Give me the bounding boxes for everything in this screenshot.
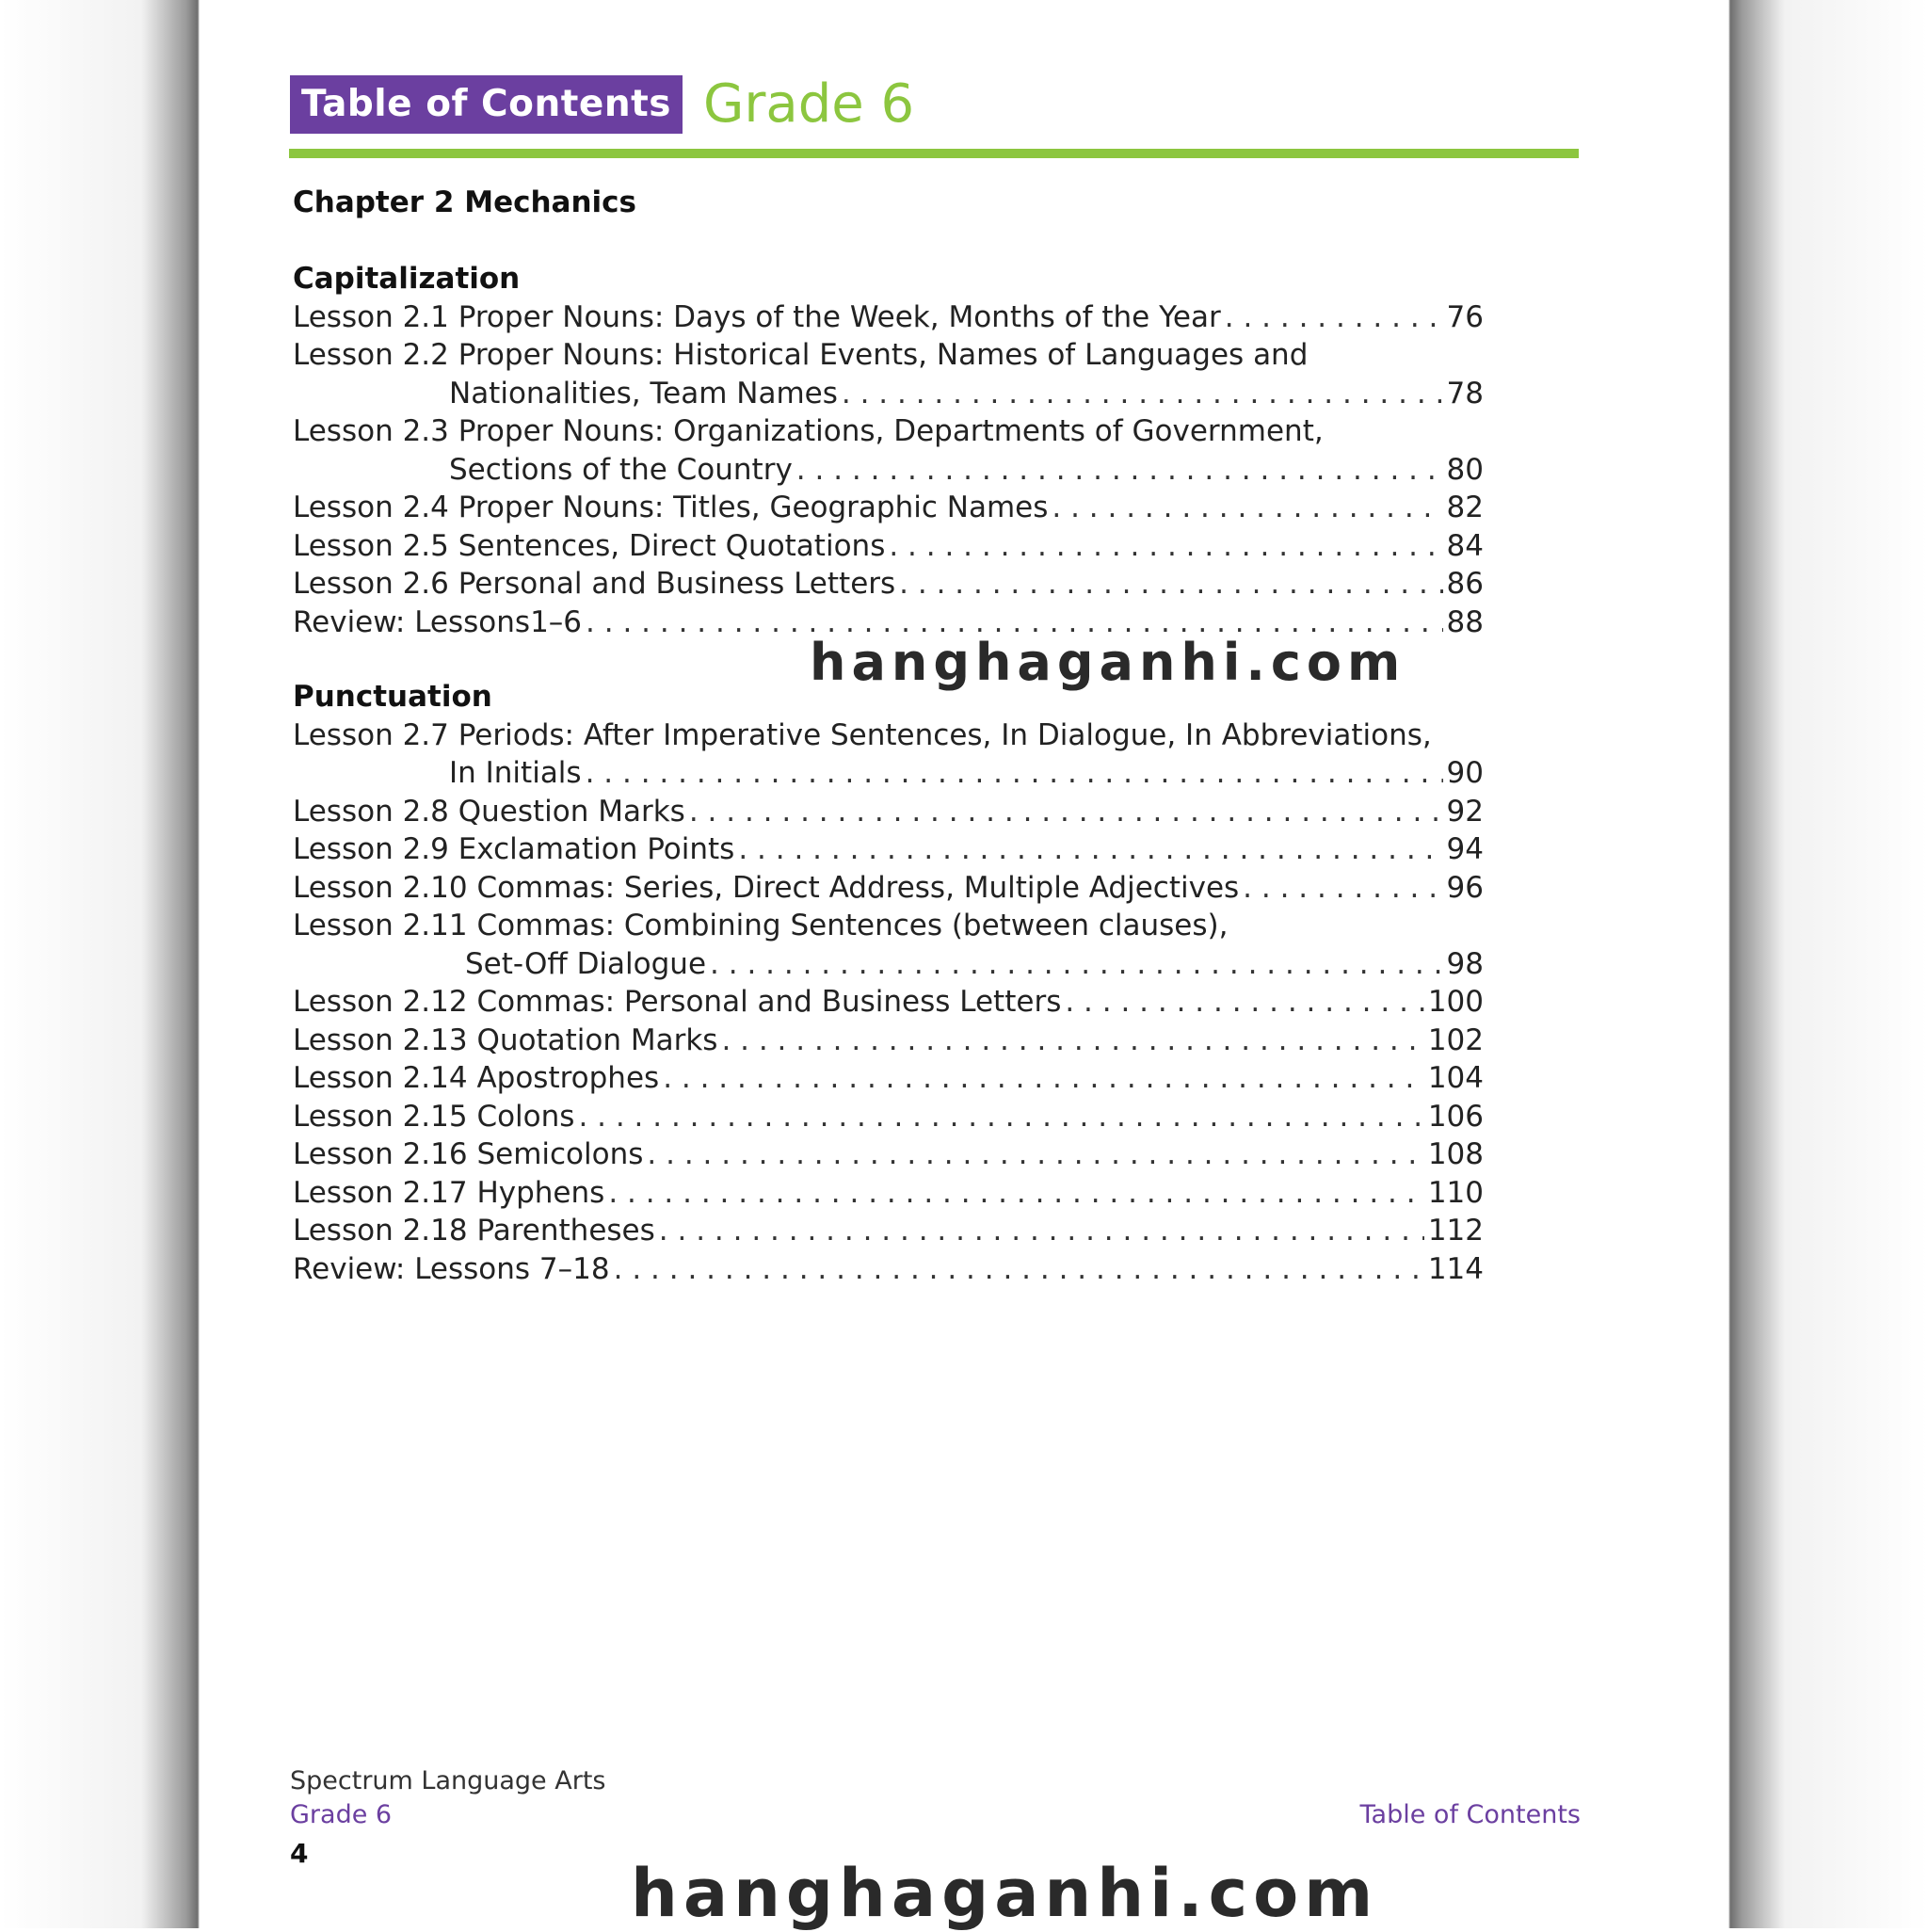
- page-shadow-left: [0, 0, 200, 1928]
- page-footer-left: [290, 1766, 605, 1869]
- entry-text: Lesson 2.9 Exclamation Points: [293, 832, 735, 866]
- page-number: 96: [1446, 870, 1484, 905]
- section-heading: Capitalization: [293, 262, 521, 296]
- dot-leader: [586, 754, 1443, 793]
- entry-text: Lesson 2.18 Parentheses: [293, 1214, 655, 1248]
- page-shadow-right: [1728, 0, 1928, 1928]
- toc-entry[interactable]: [293, 869, 1484, 908]
- toc-entry[interactable]: [293, 565, 1484, 604]
- toc-entry-continuation[interactable]: [293, 754, 1484, 793]
- page-number: 106: [1427, 1099, 1484, 1134]
- toc-entry[interactable]: [293, 412, 1484, 451]
- toc-entry[interactable]: [293, 1059, 1484, 1098]
- entry-text: Lesson 2.16 Semicolons: [293, 1137, 644, 1171]
- toc-entry-continuation[interactable]: [293, 451, 1484, 490]
- entry-text: Set-Off Dialogue: [465, 946, 707, 981]
- page-number: 90: [1446, 756, 1484, 790]
- entry-text: Lesson 2.15 Colons: [293, 1099, 575, 1134]
- entry-text: Lesson 2.17 Hyphens: [293, 1175, 605, 1210]
- dot-leader: [710, 945, 1443, 984]
- entry-text: Lesson 2.11 Commas: Combining Sentences (between clauses),: [293, 909, 1229, 942]
- dot-leader: [689, 793, 1443, 831]
- toc-entry[interactable]: [293, 793, 1484, 831]
- dot-leader: [647, 1135, 1423, 1174]
- page-number: 112: [1427, 1214, 1484, 1248]
- section-heading: Punctuation: [293, 680, 492, 714]
- page-number: 86: [1446, 567, 1484, 601]
- toc-entry-review[interactable]: [293, 1250, 1484, 1289]
- dot-leader: [663, 1059, 1424, 1098]
- entry-text: Review: Lessons1–6: [293, 604, 583, 639]
- dot-leader: [899, 565, 1442, 604]
- dot-leader: [1243, 869, 1442, 908]
- entry-text: Lesson 2.2 Proper Nouns: Historical Events, Names of Languages and: [293, 338, 1309, 372]
- toc-entry[interactable]: [293, 716, 1484, 755]
- entry-text: Lesson 2.3 Proper Nouns: Organizations, Departments of Government,: [293, 414, 1324, 448]
- toc-entry[interactable]: [293, 907, 1484, 945]
- toc-entry[interactable]: [293, 830, 1484, 869]
- page-number-footer: 4: [290, 1838, 309, 1869]
- entry-text: Lesson 2.10 Commas: Series, Direct Address, Multiple Adjectives: [293, 870, 1240, 905]
- page-number: 108: [1427, 1137, 1484, 1171]
- dot-leader: [738, 830, 1442, 869]
- toc-entry[interactable]: [293, 983, 1484, 1022]
- watermark-text-bottom: hanghaganhi.com: [631, 1855, 1379, 1932]
- toc-entry[interactable]: [293, 527, 1484, 566]
- dot-leader: [659, 1212, 1424, 1250]
- entry-text: Lesson 2.13 Quotation Marks: [293, 1022, 718, 1057]
- entry-text: Lesson 2.8 Question Marks: [293, 794, 685, 829]
- footer-grade: Grade 6: [290, 1800, 393, 1829]
- page-number: 82: [1446, 491, 1484, 524]
- page-number: 98: [1446, 946, 1484, 981]
- dot-leader: [614, 1250, 1424, 1289]
- dot-leader: [721, 1022, 1423, 1060]
- page-number: 94: [1446, 832, 1484, 866]
- page-number: 92: [1446, 794, 1484, 829]
- dot-leader: [1065, 983, 1423, 1022]
- toc-section-punctuation: [293, 678, 1484, 1288]
- toc-entry[interactable]: [293, 1174, 1484, 1213]
- toc-entry[interactable]: [293, 1098, 1484, 1136]
- chapter-title: Chapter 2 Mechanics: [293, 185, 636, 219]
- page-header: [290, 75, 914, 134]
- page-number: 110: [1427, 1175, 1484, 1210]
- entry-text: Lesson 2.1 Proper Nouns: Days of the Week, Months of the Year: [293, 299, 1221, 334]
- dot-leader: [1225, 298, 1443, 337]
- dot-leader: [608, 1174, 1424, 1213]
- page-number: 84: [1446, 528, 1484, 563]
- entry-text: Sections of the Country: [449, 452, 793, 487]
- toc-entry[interactable]: [293, 1212, 1484, 1250]
- entry-text: Lesson 2.4 Proper Nouns: Titles, Geographic Names: [293, 491, 1049, 524]
- dot-leader: [842, 375, 1443, 413]
- entry-text: Lesson 2.6 Personal and Business Letters: [293, 567, 896, 601]
- footer-section-label: Table of Contents: [1359, 1800, 1581, 1829]
- toc-entry[interactable]: [293, 489, 1484, 527]
- page-number: 78: [1446, 376, 1484, 411]
- toc-entry-continuation[interactable]: [293, 945, 1484, 984]
- page-number: 76: [1446, 299, 1484, 334]
- entry-text: Nationalities, Team Names: [449, 376, 838, 411]
- entry-text: Review: Lessons 7–18: [293, 1251, 610, 1286]
- document-page: [200, 0, 1728, 1928]
- toc-entry[interactable]: [293, 298, 1484, 337]
- page-number: 100: [1427, 985, 1484, 1019]
- dot-leader: [889, 527, 1442, 566]
- page-number: 104: [1427, 1061, 1484, 1095]
- entry-text: Lesson 2.12 Commas: Personal and Business Letters: [293, 985, 1062, 1019]
- entry-text: Lesson 2.14 Apostrophes: [293, 1061, 660, 1095]
- header-rule: [289, 149, 1579, 158]
- toc-entry[interactable]: [293, 336, 1484, 375]
- toc-section-capitalization: [293, 260, 1484, 641]
- entry-text: In Initials: [449, 756, 582, 790]
- grade-title: Grade 6: [702, 73, 915, 135]
- page-number: 102: [1427, 1022, 1484, 1057]
- toc-entry[interactable]: [293, 1022, 1484, 1060]
- page-number: 88: [1446, 604, 1484, 639]
- dot-leader: [1052, 489, 1442, 527]
- toc-entry-continuation[interactable]: [293, 375, 1484, 413]
- toc-entry[interactable]: [293, 1135, 1484, 1174]
- entry-text: Lesson 2.5 Sentences, Direct Quotations: [293, 528, 886, 563]
- book-title: Spectrum Language Arts: [290, 1766, 606, 1795]
- page-number: 114: [1427, 1251, 1484, 1286]
- watermark-text: hanghaganhi.com: [810, 633, 1406, 692]
- toc-title-badge: Table of Contents: [290, 75, 683, 134]
- dot-leader: [796, 451, 1443, 490]
- page-number: 80: [1446, 452, 1484, 487]
- entry-text: Lesson 2.7 Periods: After Imperative Sentences, In Dialogue, In Abbreviations,: [293, 717, 1432, 752]
- dot-leader: [578, 1098, 1423, 1136]
